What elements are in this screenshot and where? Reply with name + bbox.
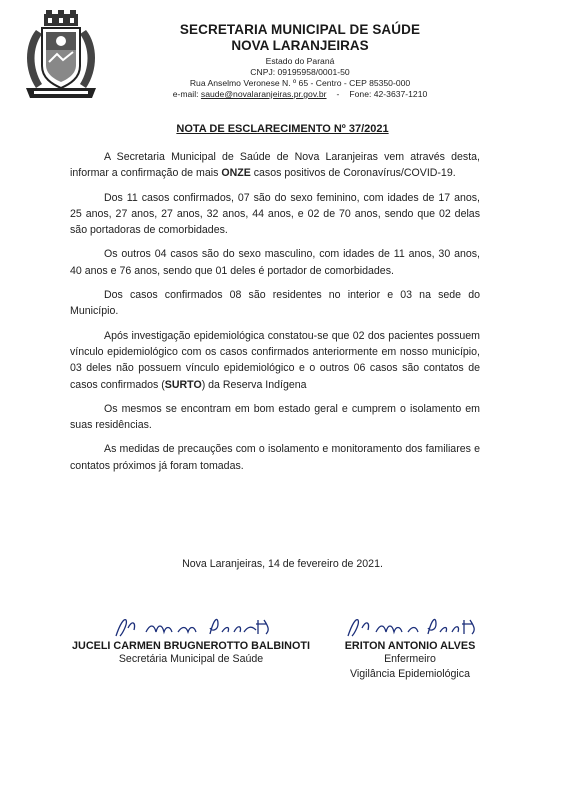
phone-number: Fone: 42-3637-1210 [349,89,428,99]
email-label: e-mail: [172,89,199,99]
emphasis-onze: ONZE [221,167,251,180]
dateline: Nova Laranjeiras, 14 de fevereiro de 2021. [182,558,383,570]
paragraph-2: Dos 11 casos confirmados, 07 são do sexo feminino, com idades de 17 anos, 25 anos, 27 anos, 27 anos, 32 anos, 44 anos, e 02 de 70 anos, sendo que 02 delas são portadoras de comorbidades. [70,191,480,237]
contact-line [100,89,500,100]
paragraph-5: Após investigação epidemiológica constatou-se que 02 dos pacientes possuem vínculo epidemiológico com os casos confirmados anteriormente em nosso município, 03 deles não possuem vínculo epidemiológico e o outros 06 casos são contatos de casos confirmados (SURTO) da Reserva Indígena [70,329,480,391]
city-heading: NOVA LARANJEIRAS [231,38,369,53]
letterhead [100,22,500,100]
paragraph-4: Dos casos confirmados 08 são residentes no interior e 03 na sede do Município. [70,289,480,318]
signature-block-nurse [330,614,490,682]
document-body [70,149,480,482]
paragraph-3: Os outros 04 casos são do sexo masculino, com idades de 11 anos, 30 anos, 40 anos e 76 anos, sendo que 01 deles é portador de comorbidades. [70,248,480,277]
handwritten-signature-icon [106,614,276,640]
cnpj-line: CNPJ: 09195958/0001-50 [250,67,350,77]
signatory-name-1: JUCELI CARMEN BRUGNEROTTO BALBINOTI [72,640,310,652]
contact-separator: - [336,89,340,99]
paragraph-7: As medidas de precauções com o isolamento e monitoramento dos familiares e contatos próximos já foram tomadas. [70,443,480,472]
paragraph-1: A Secretaria Municipal de Saúde de Nova Laranjeiras vem através desta, informar a confirmação de mais ONZE casos positivos de Coronavírus/COVID-19. [70,151,480,180]
emphasis-surto: SURTO [164,378,202,391]
address-line: Rua Anselmo Veronese N. º 65 - Centro - CEP 85350-000 [189,78,411,88]
document-title: NOTA DE ESCLARECIMENTO Nº 37/2021 [176,123,389,135]
secretaria-heading: SECRETARIA MUNICIPAL DE SAÚDE [179,22,421,37]
handwritten-signature-icon [340,614,480,640]
state-line: Estado do Paraná [265,56,335,66]
municipal-crest-icon [22,10,100,102]
signature-block-secretary [60,614,322,667]
signatory-department-2: Vigilância Epidemiológica [350,668,470,680]
signatory-name-2: ERITON ANTONIO ALVES [344,640,476,652]
signatory-role-1: Secretária Municipal de Saúde [118,653,264,665]
paragraph-6: Os mesmos se encontram em bom estado geral e cumprem o isolamento em suas residências. [70,402,480,432]
email-link[interactable]: saude@novalaranjeiras.pr.gov.br [200,89,327,99]
signatory-role-2: Enfermeiro [384,653,436,665]
